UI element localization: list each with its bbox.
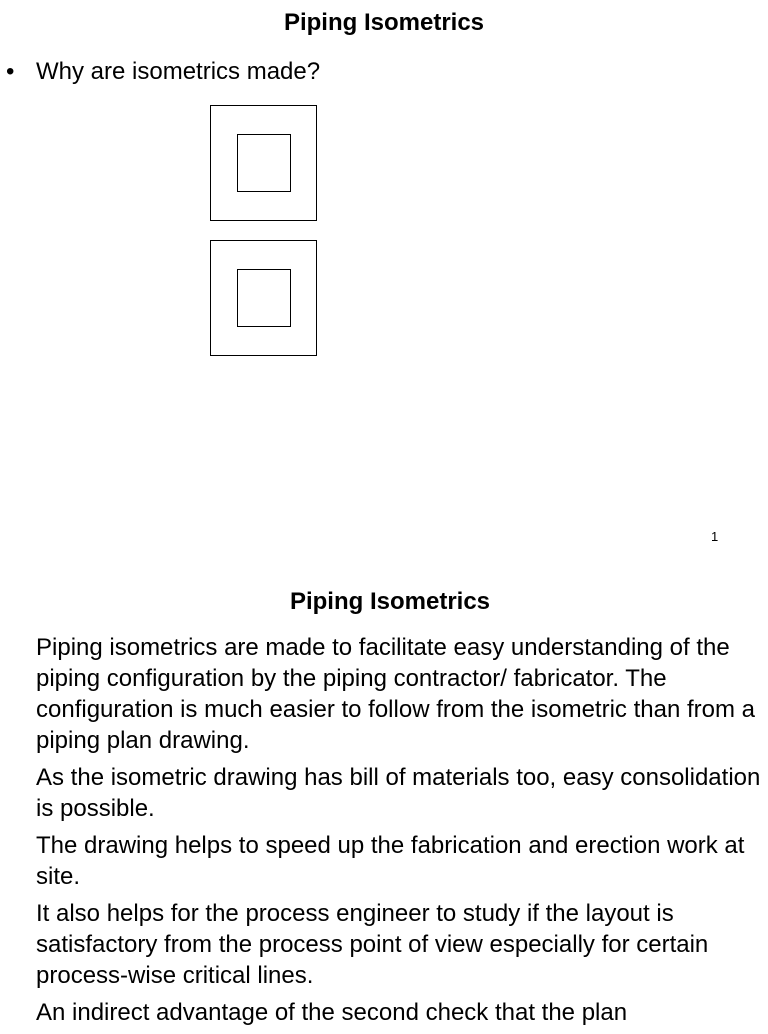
outer-square-shape	[210, 105, 317, 221]
bullet-item	[6, 57, 320, 87]
inner-square-shape	[237, 134, 291, 192]
page-number: 1	[711, 529, 719, 544]
paragraph: The drawing helps to speed up the fabrication and erection work at site.	[36, 832, 745, 890]
slide-title: Piping Isometrics	[289, 588, 491, 615]
bullet-icon: •	[6, 58, 15, 85]
bullet-text: Why are isometrics made?	[36, 58, 321, 85]
paragraph-block	[36, 632, 761, 1034]
paragraph: As the isometric drawing has bill of materials too, easy consolidation is possible.	[36, 764, 761, 822]
paragraph: Piping isometrics are made to facilitate easy understanding of the piping configuration by the piping contractor/ fabricator. The configuration is much easier to follow from the isometric than from a piping plan drawing.	[36, 634, 755, 754]
paragraph: It also helps for the process engineer to study if the layout is satisfactory from the process point of view especially for certain process-wise critical lines.	[36, 900, 709, 989]
paragraph: An indirect advantage of the second check that the plan	[36, 999, 628, 1026]
slide-title: Piping Isometrics	[283, 9, 485, 36]
outer-square-shape	[210, 240, 317, 356]
inner-square-shape	[237, 269, 291, 327]
